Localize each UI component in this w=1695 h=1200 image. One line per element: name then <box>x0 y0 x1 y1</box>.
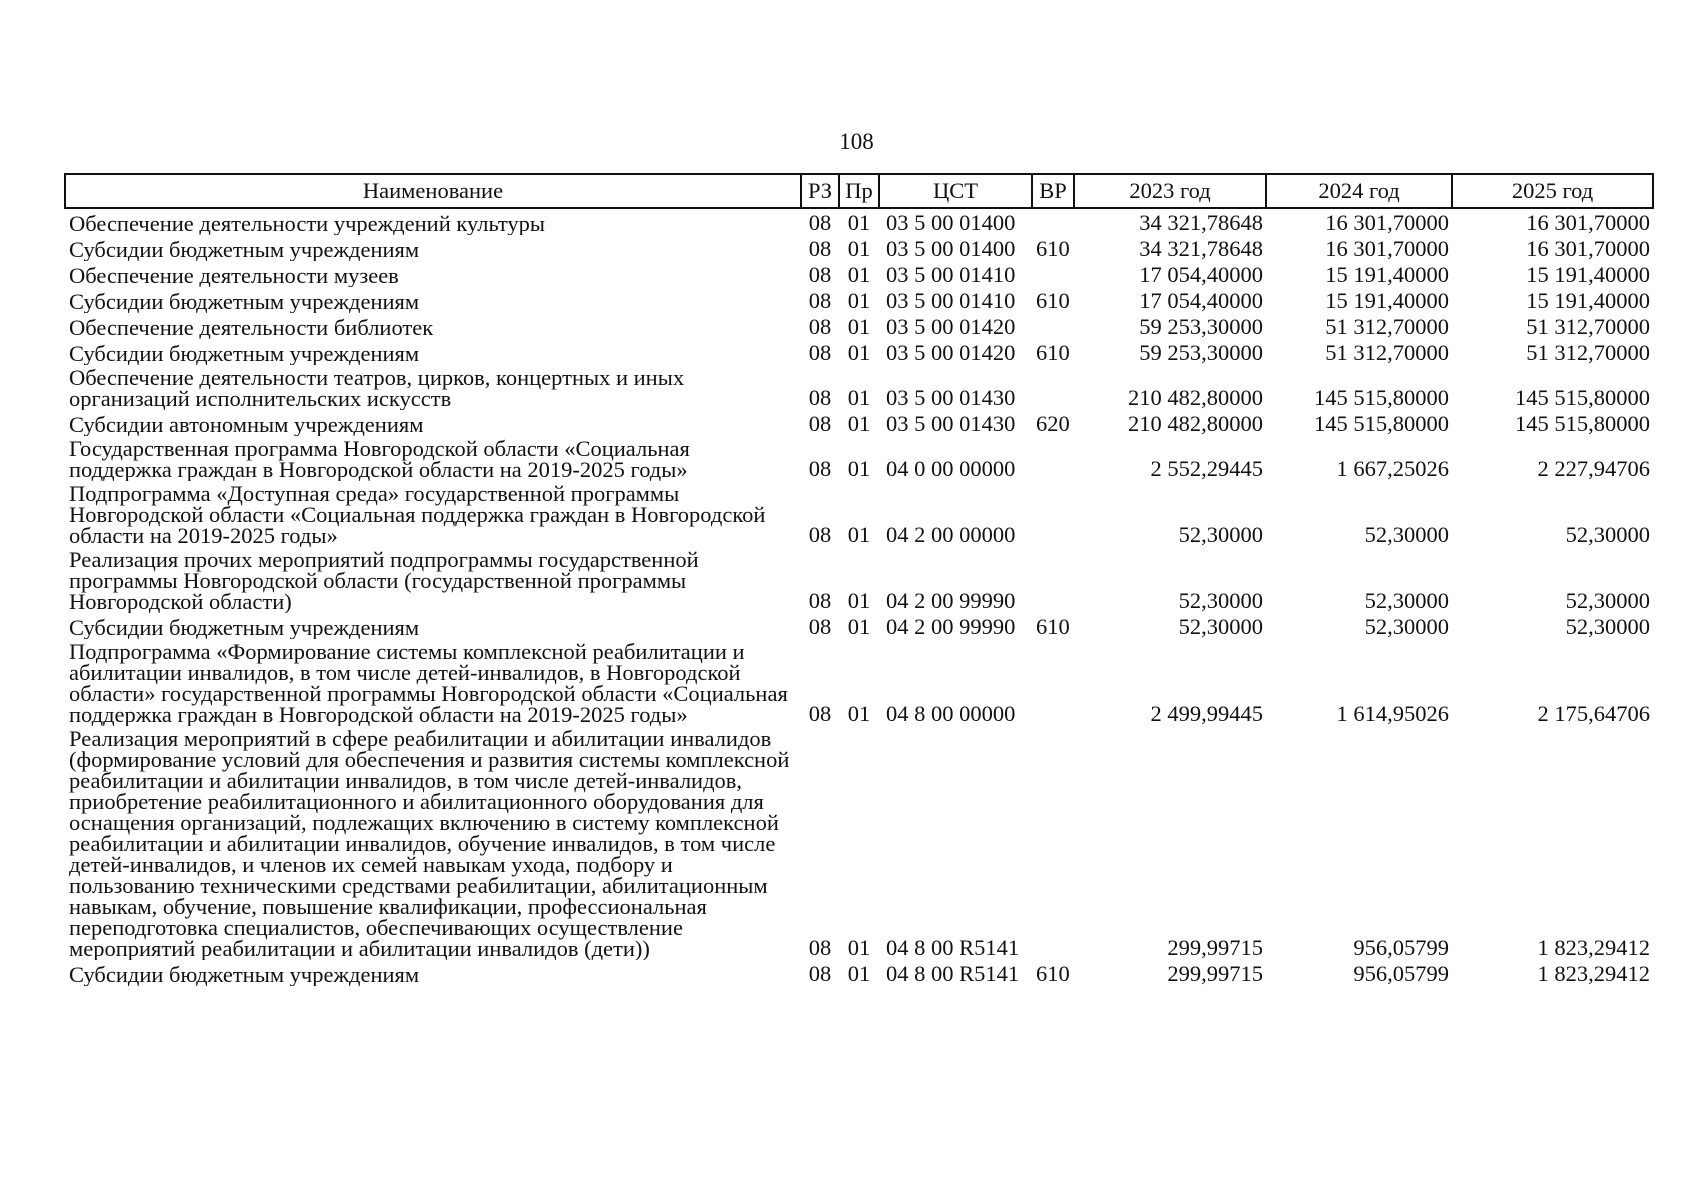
cell-pr: 01 <box>847 411 871 436</box>
cell-pr: 01 <box>847 262 871 287</box>
page-number: 108 <box>839 129 874 154</box>
cell-name: Подпрограмма «Формирование системы комплексной реабилитации и абилитации инвалидов, в том числе детей-инвалидов, в Новгородской области» государственной программы Новгородской области «Социальная поддержка граждан в Новгородской области на 2019-2025 годы» <box>69 639 788 726</box>
cell-cst: 04 2 00 99990 <box>886 614 1016 639</box>
table-row <box>65 261 1653 287</box>
cell-vr: 610 <box>1036 961 1070 986</box>
cell-vr <box>1032 436 1074 481</box>
cell-2025: 1 823,29412 <box>1537 961 1650 986</box>
cell-2024: 52,30000 <box>1364 588 1449 613</box>
cell-2024: 956,05799 <box>1353 935 1449 960</box>
cell-pr: 01 <box>847 288 871 313</box>
cell-pr: 01 <box>847 588 871 613</box>
cell-cst: 03 5 00 01410 <box>886 262 1016 287</box>
cell-vr <box>1032 365 1074 410</box>
cell-cst: 03 5 00 01410 <box>886 288 1016 313</box>
cell-2023: 59 253,30000 <box>1139 340 1263 365</box>
cell-vr: 620 <box>1036 411 1070 436</box>
cell-pr: 01 <box>847 935 871 960</box>
header-2023: 2023 год <box>1074 174 1266 208</box>
cell-pr: 01 <box>847 961 871 986</box>
cell-cst: 03 5 00 01420 <box>886 314 1016 339</box>
cell-2023: 2 552,29445 <box>1150 456 1263 481</box>
table-row <box>65 613 1653 639</box>
cell-2024: 15 191,40000 <box>1325 288 1449 313</box>
header-2025: 2025 год <box>1452 174 1653 208</box>
cell-name: Субсидии автономным учреждениям <box>69 412 424 436</box>
cell-name: Подпрограмма «Доступная среда» государственной программы Новгородской области «Социальная поддержка граждан в Новгородской области на 2019-2025 годы» <box>69 481 766 547</box>
cell-2025: 2 175,64706 <box>1537 701 1650 726</box>
cell-2023: 299,99715 <box>1167 935 1263 960</box>
cell-name: Субсидии бюджетным учреждениям <box>69 962 420 986</box>
cell-2024: 52,30000 <box>1364 614 1449 639</box>
cell-2025: 52,30000 <box>1565 588 1650 613</box>
cell-name: Субсидии бюджетным учреждениям <box>69 237 420 261</box>
cell-2023: 17 054,40000 <box>1139 288 1263 313</box>
cell-2025: 51 312,70000 <box>1526 314 1650 339</box>
cell-vr <box>1032 208 1074 235</box>
cell-pr: 01 <box>847 701 871 726</box>
cell-vr: 610 <box>1036 614 1070 639</box>
cell-rz: 08 <box>808 701 832 726</box>
cell-pr: 01 <box>847 522 871 547</box>
cell-name: Обеспечение деятельности библиотек <box>69 315 434 339</box>
cell-2023: 52,30000 <box>1178 614 1263 639</box>
header-pr: Пр <box>839 174 879 208</box>
cell-vr <box>1032 261 1074 287</box>
cell-rz: 08 <box>808 588 832 613</box>
cell-name: Субсидии бюджетным учреждениям <box>69 289 420 313</box>
cell-name: Реализация прочих мероприятий подпрограммы государственной программы Новгородской области (государственной программы Новгородской области) <box>69 547 699 613</box>
cell-cst: 04 8 00 R5141 <box>886 935 1020 960</box>
cell-2024: 16 301,70000 <box>1325 210 1449 235</box>
cell-2025: 52,30000 <box>1565 522 1650 547</box>
cell-rz: 08 <box>808 935 832 960</box>
cell-name: Субсидии бюджетным учреждениям <box>69 341 420 365</box>
cell-2024: 51 312,70000 <box>1325 340 1449 365</box>
cell-2025: 1 823,29412 <box>1537 935 1650 960</box>
cell-name: Обеспечение деятельности театров, цирков, концертных и иных организаций исполнительских искусств <box>69 365 685 410</box>
cell-vr: 610 <box>1036 340 1070 365</box>
cell-cst: 04 2 00 99990 <box>886 588 1016 613</box>
cell-rz: 08 <box>808 262 832 287</box>
cell-name: Субсидии бюджетным учреждениям <box>69 615 420 639</box>
cell-2023: 34 321,78648 <box>1139 236 1263 261</box>
cell-2025: 145 515,80000 <box>1515 411 1650 436</box>
cell-2025: 52,30000 <box>1565 614 1650 639</box>
cell-2023: 59 253,30000 <box>1139 314 1263 339</box>
table-row <box>65 365 1653 410</box>
table-row <box>65 235 1653 261</box>
header-name: Наименование <box>65 174 801 208</box>
cell-2025: 15 191,40000 <box>1526 288 1650 313</box>
table-row <box>65 960 1653 986</box>
table-row <box>65 436 1653 481</box>
cell-2025: 145 515,80000 <box>1515 385 1650 410</box>
table-row <box>65 339 1653 365</box>
cell-2025: 2 227,94706 <box>1537 456 1650 481</box>
cell-vr <box>1032 313 1074 339</box>
cell-rz: 08 <box>808 236 832 261</box>
cell-vr: 610 <box>1036 236 1070 261</box>
cell-name: Обеспечение деятельности музеев <box>69 263 399 287</box>
cell-cst: 03 5 00 01400 <box>886 236 1016 261</box>
table-row <box>65 639 1653 726</box>
cell-2024: 52,30000 <box>1364 522 1449 547</box>
header-rz: РЗ <box>801 174 839 208</box>
cell-pr: 01 <box>847 614 871 639</box>
table-body <box>65 208 1653 986</box>
cell-2025: 16 301,70000 <box>1526 210 1650 235</box>
cell-rz: 08 <box>808 314 832 339</box>
cell-rz: 08 <box>808 210 832 235</box>
cell-pr: 01 <box>847 385 871 410</box>
cell-cst: 04 2 00 00000 <box>886 522 1016 547</box>
cell-name: Государственная программа Новгородской области «Социальная поддержка граждан в Новгородской области на 2019-2025 годы» <box>69 436 690 481</box>
table-row <box>65 313 1653 339</box>
cell-cst: 04 8 00 R5141 <box>886 961 1020 986</box>
cell-pr: 01 <box>847 236 871 261</box>
cell-vr <box>1032 726 1074 960</box>
cell-cst: 03 5 00 01430 <box>886 385 1016 410</box>
cell-pr: 01 <box>847 340 871 365</box>
cell-rz: 08 <box>808 456 832 481</box>
table-row <box>65 287 1653 313</box>
cell-pr: 01 <box>847 210 871 235</box>
cell-2023: 2 499,99445 <box>1150 701 1263 726</box>
cell-vr <box>1032 547 1074 613</box>
cell-2024: 15 191,40000 <box>1325 262 1449 287</box>
cell-cst: 04 8 00 00000 <box>886 701 1016 726</box>
cell-name: Обеспечение деятельности учреждений культуры <box>69 211 546 235</box>
cell-2023: 210 482,80000 <box>1128 385 1263 410</box>
cell-vr: 610 <box>1036 288 1070 313</box>
table-row <box>65 208 1653 235</box>
cell-2024: 16 301,70000 <box>1325 236 1449 261</box>
cell-pr: 01 <box>847 456 871 481</box>
table-header <box>65 174 1653 208</box>
cell-2023: 52,30000 <box>1178 588 1263 613</box>
cell-cst: 03 5 00 01420 <box>886 340 1016 365</box>
cell-name: Реализация мероприятий в сфере реабилитации и абилитации инвалидов (формирование условий для обеспечения и развития системы комплексной реабилитации и абилитации инвалидов, в том числе детей-инвалидов, приобретение реабилитационного и абилитационного оборудования для оснащения организаций, подлежащих включению в систему комплексной реабилитации и абилитации инвалидов, обучение инвалидов, в том числе детей-инвалидов, и членов их семей навыкам ухода, подбору и пользованию техническими средствами реабилитации, абилитационным навыкам, обучение, повышение квалификации, профессиональная переподготовка специалистов, обеспечивающих осуществление мероприятий реабилитации и абилитации инвалидов (дети)) <box>69 726 790 960</box>
cell-2024: 51 312,70000 <box>1325 314 1449 339</box>
cell-2024: 1 614,95026 <box>1336 701 1449 726</box>
cell-cst: 03 5 00 01400 <box>886 210 1016 235</box>
cell-cst: 03 5 00 01430 <box>886 411 1016 436</box>
cell-rz: 08 <box>808 411 832 436</box>
cell-2025: 51 312,70000 <box>1526 340 1650 365</box>
cell-2025: 16 301,70000 <box>1526 236 1650 261</box>
cell-2024: 1 667,25026 <box>1336 456 1449 481</box>
cell-2023: 34 321,78648 <box>1139 210 1263 235</box>
table-row <box>65 547 1653 613</box>
cell-2025: 15 191,40000 <box>1526 262 1650 287</box>
table-row <box>65 481 1653 547</box>
cell-2024: 145 515,80000 <box>1314 385 1449 410</box>
cell-rz: 08 <box>808 522 832 547</box>
header-row <box>65 174 1653 208</box>
cell-2023: 299,99715 <box>1167 961 1263 986</box>
cell-rz: 08 <box>808 288 832 313</box>
cell-2023: 17 054,40000 <box>1139 262 1263 287</box>
cell-2024: 145 515,80000 <box>1314 411 1449 436</box>
table-row <box>65 726 1653 960</box>
header-cst: ЦСТ <box>879 174 1032 208</box>
header-vr: ВР <box>1032 174 1074 208</box>
cell-rz: 08 <box>808 340 832 365</box>
cell-2023: 52,30000 <box>1178 522 1263 547</box>
cell-cst: 04 0 00 00000 <box>886 456 1016 481</box>
table-row <box>65 410 1653 436</box>
cell-2024: 956,05799 <box>1353 961 1449 986</box>
cell-vr <box>1032 639 1074 726</box>
cell-pr: 01 <box>847 314 871 339</box>
cell-rz: 08 <box>808 385 832 410</box>
cell-2023: 210 482,80000 <box>1128 411 1263 436</box>
cell-vr <box>1032 481 1074 547</box>
cell-rz: 08 <box>808 961 832 986</box>
budget-table <box>64 173 1654 986</box>
header-2024: 2024 год <box>1266 174 1452 208</box>
cell-rz: 08 <box>808 614 832 639</box>
